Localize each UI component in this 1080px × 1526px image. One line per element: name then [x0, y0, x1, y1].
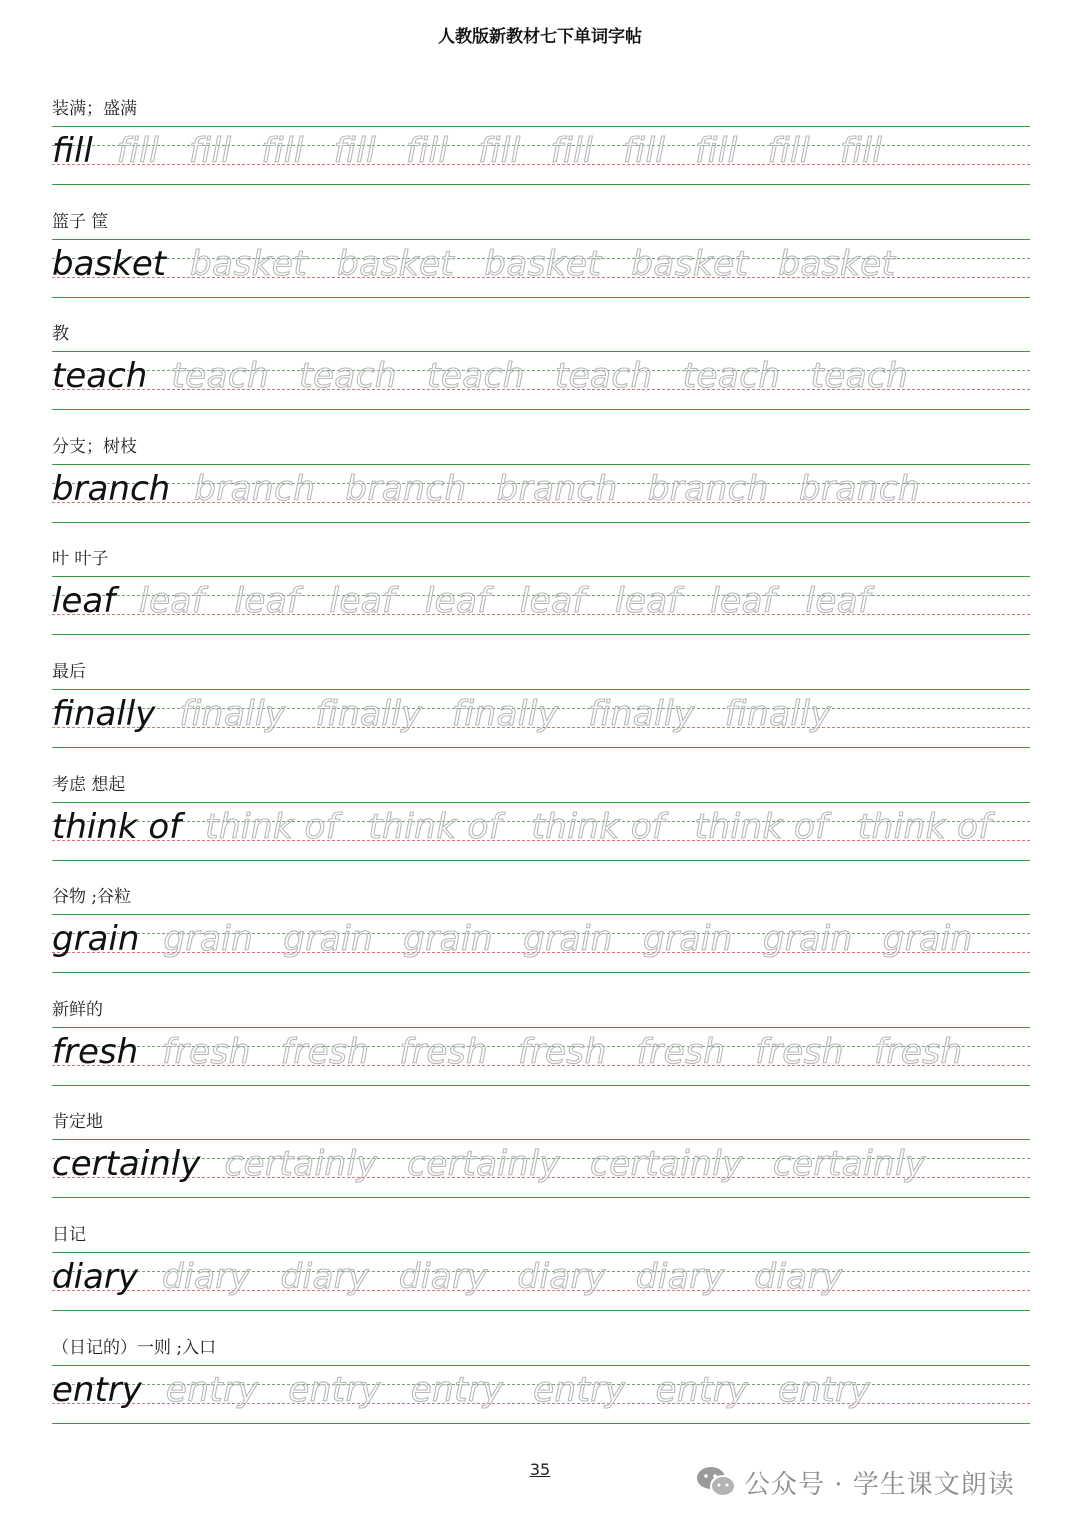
trace-word: grain	[642, 919, 733, 959]
guide-line	[52, 1252, 1030, 1253]
chinese-meaning: 新鲜的	[52, 1000, 103, 1020]
word-entry	[52, 98, 1030, 210]
writing-lines	[52, 576, 1030, 636]
trace-word: basket	[337, 244, 455, 284]
writing-lines	[52, 239, 1030, 299]
trace-word: fill	[767, 131, 810, 171]
trace-word: entry	[288, 1370, 381, 1410]
chinese-meaning: 分支；树枝	[52, 437, 137, 457]
chinese-meaning: 最后	[52, 662, 86, 682]
trace-word: teach	[682, 356, 781, 396]
word-row	[52, 696, 861, 732]
trace-word: finally	[315, 694, 423, 734]
trace-word: grain	[283, 919, 374, 959]
model-word: fill	[52, 131, 93, 171]
trace-word: fill	[116, 131, 160, 171]
chinese-meaning: 日记	[52, 1225, 86, 1245]
guide-line	[52, 802, 1030, 803]
model-word: certainly	[52, 1144, 201, 1184]
trace-word: think of	[205, 807, 339, 847]
trace-word: fresh	[873, 1032, 963, 1072]
word-row	[52, 133, 912, 169]
writing-lines	[52, 1139, 1030, 1199]
trace-word: entry	[165, 1370, 259, 1410]
trace-word: certainly	[407, 1144, 560, 1184]
trace-word: diary	[635, 1257, 725, 1297]
model-word: fresh	[52, 1032, 139, 1072]
trace-word: fill	[550, 131, 594, 171]
trace-word: finally	[588, 694, 695, 734]
guide-line	[52, 184, 1030, 185]
model-word: think of	[52, 807, 182, 847]
trace-word: teach	[554, 356, 653, 396]
writing-lines	[52, 351, 1030, 411]
trace-word: fresh	[162, 1032, 251, 1072]
word-row	[52, 1259, 873, 1295]
trace-word: teach	[426, 356, 525, 396]
trace-word: grain	[403, 919, 494, 959]
guide-line	[52, 972, 1030, 973]
word-row	[52, 1372, 900, 1408]
trace-word: finally	[452, 694, 559, 734]
trace-word: teach	[171, 356, 270, 396]
word-entry	[52, 323, 1030, 435]
trace-word: leaf	[615, 581, 681, 621]
guide-line	[52, 1139, 1030, 1140]
trace-word: entry	[777, 1370, 871, 1410]
guide-line	[52, 1310, 1030, 1311]
chinese-meaning: 谷物 ;谷粒	[52, 887, 132, 907]
trace-word: grain	[163, 919, 254, 959]
chinese-meaning: 考虑 想起	[52, 775, 126, 795]
trace-word: fill	[261, 131, 304, 171]
trace-word: fresh	[399, 1032, 489, 1072]
word-entry	[52, 661, 1030, 773]
model-word: finally	[52, 694, 156, 734]
trace-word: branch	[647, 469, 769, 509]
model-word: diary	[52, 1257, 138, 1297]
model-word: branch	[52, 469, 171, 509]
trace-word: branch	[345, 469, 467, 509]
word-entry	[52, 1224, 1030, 1336]
watermark	[696, 1464, 1015, 1500]
trace-word: grain	[882, 919, 973, 959]
word-entry	[52, 886, 1030, 998]
trace-word: think of	[368, 807, 502, 847]
guide-line	[52, 522, 1030, 523]
wechat-icon	[696, 1465, 736, 1499]
writing-lines	[52, 1027, 1030, 1087]
trace-word: finally	[179, 694, 286, 734]
trace-word: basket	[190, 244, 308, 284]
trace-word: leaf	[329, 581, 395, 621]
word-entry	[52, 774, 1030, 886]
word-row	[52, 809, 1021, 845]
word-entry	[52, 436, 1030, 548]
writing-lines	[52, 689, 1030, 749]
trace-word: finally	[724, 694, 832, 734]
guide-line	[52, 689, 1030, 690]
word-entry	[52, 1337, 1030, 1449]
word-entry	[52, 211, 1030, 323]
trace-word: diary	[280, 1257, 369, 1297]
writing-lines	[52, 1365, 1030, 1425]
trace-word: think of	[857, 807, 991, 847]
trace-word: fill	[189, 131, 232, 171]
page-title: 人教版新教材七下单词字帖	[438, 27, 642, 47]
guide-line	[52, 860, 1030, 861]
guide-line	[52, 351, 1030, 352]
trace-word: branch	[798, 469, 921, 509]
guide-line	[52, 747, 1030, 748]
trace-word: diary	[398, 1257, 488, 1297]
trace-word: entry	[533, 1370, 626, 1410]
trace-word: diary	[754, 1257, 843, 1297]
guide-line	[52, 239, 1030, 240]
trace-word: diary	[161, 1257, 251, 1297]
chinese-meaning: 装满；盛满	[52, 99, 137, 119]
word-row	[52, 246, 925, 282]
trace-word: basket	[631, 244, 749, 284]
chinese-meaning: （日记的）一则 ;入口	[52, 1338, 217, 1358]
trace-word: fill	[623, 131, 666, 171]
model-word: grain	[52, 919, 140, 959]
writing-lines	[52, 1252, 1030, 1312]
guide-line	[52, 297, 1030, 298]
trace-word: fill	[406, 131, 449, 171]
model-word: basket	[52, 244, 167, 284]
trace-word: think of	[531, 807, 665, 847]
word-entry	[52, 548, 1030, 660]
guide-line	[52, 1423, 1030, 1424]
trace-word: fresh	[518, 1032, 607, 1072]
trace-word: basket	[484, 244, 602, 284]
trace-word: certainly	[224, 1144, 378, 1184]
word-entry	[52, 999, 1030, 1111]
word-row	[52, 921, 1003, 957]
trace-word: branch	[194, 469, 316, 509]
chinese-meaning: 肯定地	[52, 1112, 103, 1132]
trace-word: fill	[333, 131, 377, 171]
trace-word: basket	[778, 244, 896, 284]
guide-line	[52, 1027, 1030, 1028]
guide-line	[52, 576, 1030, 577]
trace-word: fill	[839, 131, 883, 171]
model-word: leaf	[52, 581, 116, 621]
word-row	[52, 471, 950, 507]
model-word: teach	[52, 356, 148, 396]
guide-line	[52, 1197, 1030, 1198]
word-row	[52, 1146, 956, 1182]
trace-word: leaf	[234, 581, 300, 621]
guide-line	[52, 914, 1030, 915]
trace-word: entry	[655, 1370, 748, 1410]
writing-lines	[52, 464, 1030, 524]
guide-line	[52, 464, 1030, 465]
trace-word: certainly	[589, 1144, 743, 1184]
trace-word: grain	[523, 919, 613, 959]
trace-word: entry	[410, 1370, 504, 1410]
trace-word: fresh	[636, 1032, 726, 1072]
trace-word: think of	[694, 807, 828, 847]
trace-word: leaf	[139, 581, 205, 621]
trace-word: grain	[762, 919, 853, 959]
trace-word: fresh	[280, 1032, 370, 1072]
trace-word: fill	[478, 131, 521, 171]
word-row	[52, 358, 938, 394]
writing-lines	[52, 802, 1030, 862]
chinese-meaning: 教	[52, 324, 69, 344]
trace-word: leaf	[424, 581, 490, 621]
writing-lines	[52, 914, 1030, 974]
model-word: entry	[52, 1370, 142, 1410]
trace-word: branch	[496, 469, 618, 509]
trace-word: diary	[517, 1257, 606, 1297]
guide-line	[52, 1085, 1030, 1086]
guide-line	[52, 1365, 1030, 1366]
writing-lines	[52, 126, 1030, 186]
guide-line	[52, 409, 1030, 410]
guide-line	[52, 126, 1030, 127]
watermark-text: 公众号 · 学生课文朗读	[744, 1469, 1015, 1500]
chinese-meaning: 叶 叶子	[52, 549, 109, 569]
trace-word: certainly	[772, 1144, 926, 1184]
word-row	[52, 583, 901, 619]
chinese-meaning: 篮子 筐	[52, 212, 109, 232]
guide-line	[52, 634, 1030, 635]
page-number: 35	[529, 1460, 551, 1479]
trace-word: teach	[299, 356, 397, 396]
trace-word: leaf	[710, 581, 776, 621]
trace-word: fresh	[755, 1032, 844, 1072]
trace-word: teach	[810, 356, 909, 396]
trace-word: leaf	[805, 581, 871, 621]
word-row	[52, 1034, 993, 1070]
word-entry	[52, 1111, 1030, 1223]
trace-word: leaf	[519, 581, 586, 621]
trace-word: fill	[695, 131, 738, 171]
